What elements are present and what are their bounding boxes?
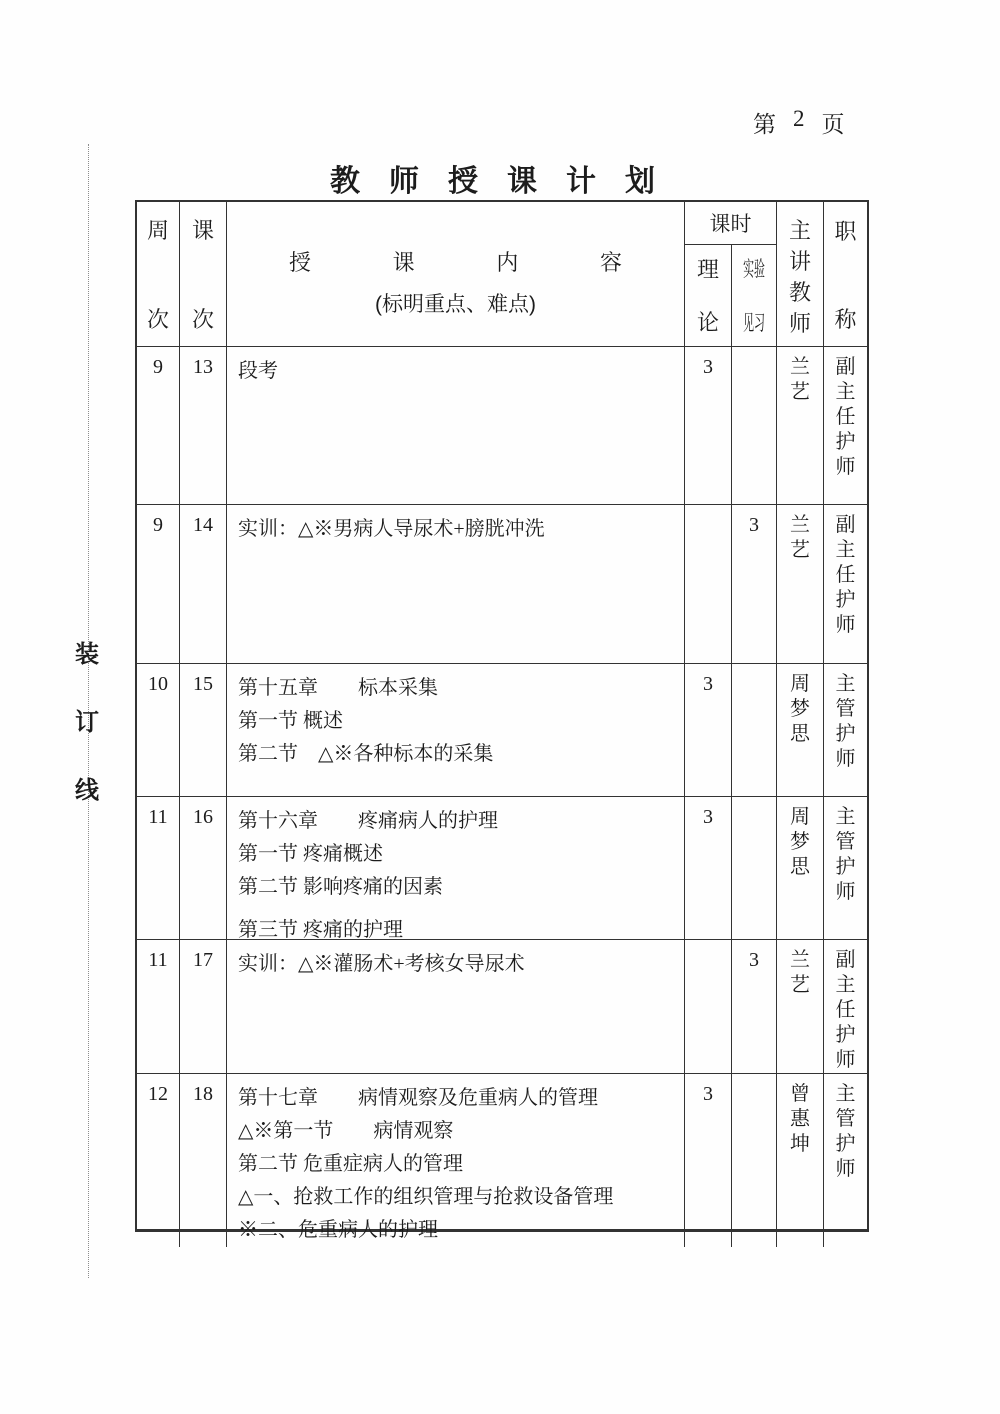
cell-practice-hours	[732, 347, 777, 505]
job-title-char: 护	[835, 431, 856, 453]
cell-week-number: 11	[137, 797, 180, 940]
page-number-value: 2	[793, 106, 806, 131]
cell-practice-hours: 3	[732, 505, 777, 664]
cell-practice-hours	[732, 1074, 777, 1247]
cell-lesson-number: 15	[180, 664, 227, 797]
cell-practice-hours: 3	[732, 940, 777, 1074]
cell-lesson-number: 17	[180, 940, 227, 1074]
cell-job-title	[824, 940, 867, 1074]
cell-course-content	[227, 1074, 685, 1247]
job-title-char: 任	[835, 406, 856, 428]
cell-week-number: 12	[137, 1074, 180, 1247]
header-content-title: 授 课 内 容	[289, 250, 622, 275]
header-practice: 实验 见习	[732, 245, 777, 347]
header-lesson-col: 课 次	[180, 202, 227, 347]
job-title-char: 主	[835, 974, 856, 996]
cell-lesson-number: 14	[180, 505, 227, 664]
job-title-char: 主	[835, 673, 856, 695]
teacher-char: 兰	[790, 356, 810, 378]
teacher-char: 梦	[790, 698, 810, 720]
job-title-char: 任	[835, 564, 856, 586]
teaching-plan-table	[135, 200, 869, 1241]
cell-week-number: 11	[137, 940, 180, 1074]
job-title-char: 师	[835, 614, 856, 636]
cell-course-content	[227, 347, 685, 505]
job-title-char: 师	[835, 456, 856, 478]
content-line: 第二节 △※各种标本的采集	[238, 743, 494, 765]
content-line: △※第一节 病情观察	[238, 1120, 454, 1142]
job-title-char: 主	[835, 381, 856, 403]
job-title-char: 管	[835, 831, 856, 853]
content-line: 第三节 疼痛的护理	[238, 919, 403, 941]
cell-job-title	[824, 664, 867, 797]
job-title-char: 主	[835, 806, 856, 828]
content-line: 第二节 危重症病人的管理	[238, 1153, 463, 1175]
content-line: 实训：△※灌肠术+考核女导尿术	[238, 953, 525, 975]
teacher-char: 惠	[790, 1108, 810, 1130]
teacher-char: 思	[790, 723, 810, 745]
teacher-char: 坤	[790, 1133, 810, 1155]
job-title-char: 护	[835, 1024, 856, 1046]
binding-char: 线	[75, 778, 99, 804]
teacher-char: 艺	[790, 381, 810, 403]
cell-week-number: 10	[137, 664, 180, 797]
teacher-char: 兰	[790, 514, 810, 536]
content-line: 第十七章 病情观察及危重病人的管理	[238, 1087, 598, 1109]
binding-char: 订	[75, 710, 99, 736]
cell-theory-hours: 3	[685, 1074, 732, 1247]
cell-teacher-name	[777, 347, 824, 505]
content-line: 第一节 概述	[238, 710, 343, 732]
cell-theory-hours	[685, 940, 732, 1074]
cell-teacher-name	[777, 505, 824, 664]
cell-job-title	[824, 797, 867, 940]
cell-theory-hours	[685, 505, 732, 664]
job-title-char: 护	[835, 723, 856, 745]
job-title-char: 管	[835, 698, 856, 720]
cell-teacher-name	[777, 664, 824, 797]
job-title-char: 护	[835, 856, 856, 878]
cell-course-content	[227, 505, 685, 664]
cell-lesson-number: 18	[180, 1074, 227, 1247]
teacher-char: 曾	[790, 1083, 810, 1105]
teacher-char: 周	[790, 806, 810, 828]
content-line: ※二、危重病人的护理	[238, 1219, 438, 1241]
content-line: 第二节 影响疼痛的因素	[238, 876, 443, 898]
cell-lesson-number: 16	[180, 797, 227, 940]
header-content-col	[227, 202, 685, 347]
job-title-char: 副	[835, 949, 856, 971]
page-label-prefix: 第	[753, 112, 777, 137]
cell-job-title	[824, 505, 867, 664]
job-title-char: 师	[835, 881, 856, 903]
cell-week-number: 9	[137, 347, 180, 505]
page-title: 教师授课计划	[330, 165, 684, 198]
cell-week-number: 9	[137, 505, 180, 664]
cell-practice-hours	[732, 797, 777, 940]
job-title-char: 师	[835, 1049, 856, 1071]
teacher-char: 思	[790, 856, 810, 878]
header-hours: 课时	[685, 202, 777, 245]
cell-job-title	[824, 347, 867, 505]
cell-job-title	[824, 1074, 867, 1247]
cell-practice-hours	[732, 664, 777, 797]
cell-theory-hours: 3	[685, 797, 732, 940]
cell-course-content	[227, 797, 685, 940]
cell-teacher-name	[777, 940, 824, 1074]
header-job-title-col: 职 称	[824, 202, 867, 347]
teacher-char: 兰	[790, 949, 810, 971]
content-line: 实训：△※男病人导尿术+膀胱冲洗	[238, 518, 545, 540]
job-title-char: 师	[835, 1158, 856, 1180]
teacher-char: 艺	[790, 974, 810, 996]
cell-lesson-number: 13	[180, 347, 227, 505]
header-week-col: 周 次	[137, 202, 180, 347]
cell-course-content	[227, 664, 685, 797]
content-line: △一、抢救工作的组织管理与抢救设备管理	[238, 1186, 614, 1208]
content-line: 第十五章 标本采集	[238, 677, 438, 699]
page-label-suffix: 页	[821, 112, 846, 137]
content-line: 第一节 疼痛概述	[238, 843, 383, 865]
teacher-char: 艺	[790, 539, 810, 561]
header-content-note: (标明重点、难点)	[375, 293, 536, 316]
job-title-char: 副	[835, 514, 856, 536]
content-line: 段考	[238, 360, 278, 382]
cell-teacher-name	[777, 1074, 824, 1247]
job-title-char: 管	[835, 1108, 856, 1130]
teacher-char: 梦	[790, 831, 810, 853]
cell-theory-hours: 3	[685, 664, 732, 797]
job-title-char: 师	[835, 748, 856, 770]
job-title-char: 副	[835, 356, 856, 378]
content-line: 第十六章 疼痛病人的护理	[238, 810, 498, 832]
teacher-char: 周	[790, 673, 810, 695]
job-title-char: 主	[835, 1083, 856, 1105]
header-teacher-col: 主 讲 教 师	[777, 202, 824, 347]
job-title-char: 主	[835, 539, 856, 561]
cell-course-content	[227, 940, 685, 1074]
cell-theory-hours: 3	[685, 347, 732, 505]
job-title-char: 护	[835, 1133, 856, 1155]
cell-teacher-name	[777, 797, 824, 940]
header-theory: 理 论	[685, 245, 732, 347]
job-title-char: 任	[835, 999, 856, 1021]
page-number	[753, 106, 846, 139]
job-title-char: 护	[835, 589, 856, 611]
binding-line-label	[75, 634, 99, 805]
binding-char: 装	[75, 642, 99, 668]
